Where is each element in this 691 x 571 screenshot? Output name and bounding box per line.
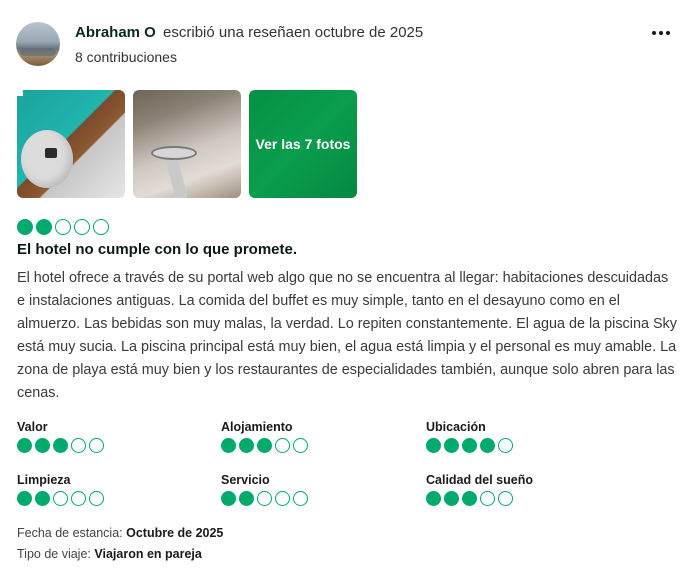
subrating-label: Servicio (221, 473, 270, 487)
author-line (75, 23, 423, 43)
subrating-label: Alojamiento (221, 420, 293, 434)
empty-bubble-icon (55, 219, 71, 235)
subrating-servicio (221, 472, 421, 512)
subrating-label: Valor (17, 420, 48, 434)
subrating-calidad-sueno (426, 472, 626, 512)
filled-bubble-icon (17, 219, 33, 235)
empty-bubble-icon (257, 491, 272, 506)
empty-bubble-icon (71, 491, 86, 506)
empty-bubble-icon (293, 438, 308, 453)
filled-bubble-icon (35, 491, 50, 506)
filled-bubble-icon (480, 438, 495, 453)
review-photo-2[interactable] (133, 90, 241, 198)
avatar[interactable] (16, 22, 60, 66)
empty-bubble-icon (74, 219, 90, 235)
filled-bubble-icon (17, 438, 32, 453)
trip-type-value: Viajaron en pareja (94, 547, 202, 561)
subrating-bubbles (17, 491, 217, 506)
review-photos (17, 90, 357, 198)
view-all-photos-label: Ver las 7 fotos (255, 136, 351, 152)
filled-bubble-icon (221, 491, 236, 506)
review-date-text: escribió una reseñaen octubre de 2025 (163, 24, 424, 41)
empty-bubble-icon (93, 219, 109, 235)
subrating-valor (17, 419, 217, 459)
stay-date-label: Fecha de estancia: (17, 526, 123, 540)
subrating-bubbles (426, 491, 626, 506)
author-name[interactable]: Abraham O (75, 24, 156, 41)
filled-bubble-icon (462, 491, 477, 506)
empty-bubble-icon (293, 491, 308, 506)
review-text: El hotel ofrece a través de su portal web algo que no se encuentra al llegar: habitaciones descuidadas e instalaciones antiguas. La comida del buffet es muy simple, tanto en el desayuno como en el almuerzo. Las bebidas son muy malas, la verdad. Lo repiten constantemente. El agua de la piscina Sky está muy sucia. La piscina principal está muy bien, el agua está limpia y el personal es muy amable. La zona de playa está muy bien y los restaurantes de especialidades también, aunque solo abren para las cenas. (17, 270, 677, 401)
filled-bubble-icon (444, 438, 459, 453)
empty-bubble-icon (89, 491, 104, 506)
empty-bubble-icon (480, 491, 495, 506)
filled-bubble-icon (444, 491, 459, 506)
review-title[interactable]: El hotel no cumple con lo que promete. (17, 241, 298, 258)
stay-date (17, 525, 223, 541)
more-options-icon[interactable] (652, 28, 672, 38)
dot-icon (659, 31, 663, 35)
filled-bubble-icon (53, 438, 68, 453)
empty-bubble-icon (275, 491, 290, 506)
empty-bubble-icon (498, 491, 513, 506)
empty-bubble-icon (89, 438, 104, 453)
photo-object (45, 148, 57, 158)
filled-bubble-icon (17, 491, 32, 506)
trip-type (17, 546, 202, 562)
view-all-photos-button[interactable] (249, 90, 357, 198)
subrating-bubbles (221, 491, 421, 506)
subrating-bubbles (426, 438, 626, 453)
filled-bubble-icon (426, 491, 441, 506)
contributions-count: 8 contribuciones (75, 49, 177, 65)
dot-icon (652, 31, 656, 35)
filled-bubble-icon (462, 438, 477, 453)
dot-icon (666, 31, 670, 35)
subrating-bubbles (221, 438, 421, 453)
filled-bubble-icon (35, 438, 50, 453)
empty-bubble-icon (71, 438, 86, 453)
subrating-label: Ubicación (426, 420, 486, 434)
subrating-ubicacion (426, 419, 626, 459)
empty-bubble-icon (53, 491, 68, 506)
review-header (16, 20, 676, 68)
photo-object (151, 146, 197, 160)
trip-type-label: Tipo de viaje: (17, 547, 91, 561)
photo-overlay (249, 90, 357, 198)
filled-bubble-icon (221, 438, 236, 453)
review-photo-1[interactable] (17, 90, 125, 198)
filled-bubble-icon (36, 219, 52, 235)
filled-bubble-icon (239, 491, 254, 506)
subrating-bubbles (17, 438, 217, 453)
filled-bubble-icon (257, 438, 272, 453)
subrating-limpieza (17, 472, 217, 512)
empty-bubble-icon (498, 438, 513, 453)
subrating-alojamiento (221, 419, 421, 459)
overall-rating-bubbles (17, 219, 109, 235)
photo-object (21, 130, 73, 188)
photo-object (166, 159, 188, 198)
filled-bubble-icon (239, 438, 254, 453)
filled-bubble-icon (426, 438, 441, 453)
stay-date-value: Octubre de 2025 (126, 526, 224, 540)
empty-bubble-icon (275, 438, 290, 453)
subrating-label: Limpieza (17, 473, 71, 487)
subrating-label: Calidad del sueño (426, 473, 533, 487)
